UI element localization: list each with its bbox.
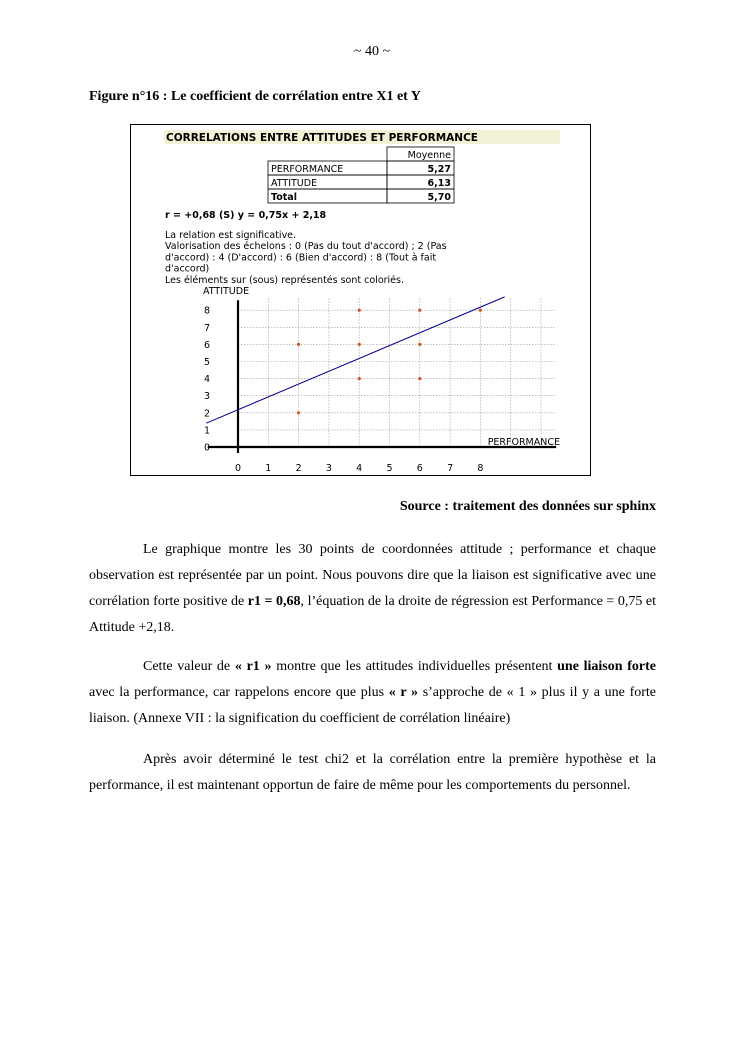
x-tick-label: 7 [447, 463, 454, 474]
x-tick-label: 0 [234, 463, 242, 474]
y-tick-label: 3 [203, 391, 210, 403]
page-number: ~ 40 ~ [353, 44, 391, 59]
data-point [479, 309, 482, 312]
y-tick-label: 8 [203, 305, 210, 317]
paragraph-1: Le graphique montre les 30 points de coordonnées attitude ; performance et chaque observation est représentée par un point. Nous pouvons dire que la liaison est significative avec une corrélation forte positive de r1 = 0,68, l’équation de la droite de régression est Performance = 0,75 et Attitude +2,18. [89, 542, 656, 635]
table-row-label: ATTITUDE [271, 178, 318, 189]
x-axis-title: PERFORMANCE [487, 437, 560, 448]
figure-title: Figure n°16 : Le coefficient de corrélation entre X1 et Y [89, 89, 421, 104]
data-point [297, 343, 300, 346]
chart-note: Les éléments sur (sous) représentés sont coloriés. [165, 274, 404, 286]
y-tick-label: 4 [203, 374, 210, 386]
y-tick-label: 1 [203, 425, 210, 437]
table-row-value: 6,13 [427, 178, 451, 189]
x-tick-label: 3 [325, 463, 332, 474]
paragraph-2: Cette valeur de « r1 » montre que les attitudes individuelles présentent une liaison forte avec la performance, car rappelons encore que plus « r » s’approche de « 1 » plus il y a une forte liaison. (Annexe VII : la signification du coefficient de corrélation linéaire) [89, 659, 656, 726]
x-tick-label: 2 [295, 463, 302, 474]
chart-note: d'accord) [165, 263, 210, 275]
y-tick-label: 7 [203, 322, 210, 334]
x-tick-label: 5 [386, 463, 393, 474]
regression-equation: r = +0,68 (S) y = 0,75x + 2,18 [165, 210, 327, 221]
data-point [358, 377, 361, 380]
chart-note: d'accord) : 4 (D'accord) : 6 (Bien d'accord) : 8 (Tout à fait [165, 252, 437, 264]
table-row-label: Total [271, 192, 297, 203]
r1-value: r1 = 0,68 [247, 594, 301, 609]
y-tick-label: 6 [203, 339, 210, 351]
y-tick-label: 0 [203, 442, 210, 454]
data-point [418, 377, 421, 380]
data-point [358, 343, 361, 346]
x-tick-label: 4 [356, 463, 363, 474]
y-axis-title: ATTITUDE [203, 286, 250, 297]
paragraph-3: Après avoir déterminé le test chi2 et la corrélation entre la première hypothèse et la performance, il est maintenant opportun de faire de même pour les comportements du personnel. [89, 752, 656, 793]
scatter-chart [131, 125, 590, 475]
chart-note: La relation est significative. [165, 230, 297, 241]
table-header: Moyenne [407, 150, 451, 161]
table-row-value: 5,70 [427, 192, 451, 203]
x-tick-label: 8 [477, 463, 484, 474]
y-tick-label: 5 [203, 357, 210, 368]
regression-line [203, 297, 504, 423]
data-point [418, 309, 421, 312]
x-tick-label: 1 [265, 463, 272, 474]
data-point [358, 309, 361, 312]
y-tick-label: 2 [203, 408, 210, 420]
data-point [297, 411, 300, 414]
chart-note: Valorisation des échelons : 0 (Pas du tout d'accord) ; 2 (Pas [165, 241, 447, 253]
chart-title: CORRELATIONS ENTRE ATTITUDES ET PERFORMANCE [166, 132, 478, 144]
table-row-label: PERFORMANCE [271, 164, 344, 175]
data-point [418, 343, 421, 346]
table-row-value: 5,27 [427, 164, 451, 175]
x-tick-label: 6 [416, 463, 423, 474]
correlation-figure [130, 124, 591, 476]
figure-source: Source : traitement des données sur sphinx [399, 499, 656, 514]
